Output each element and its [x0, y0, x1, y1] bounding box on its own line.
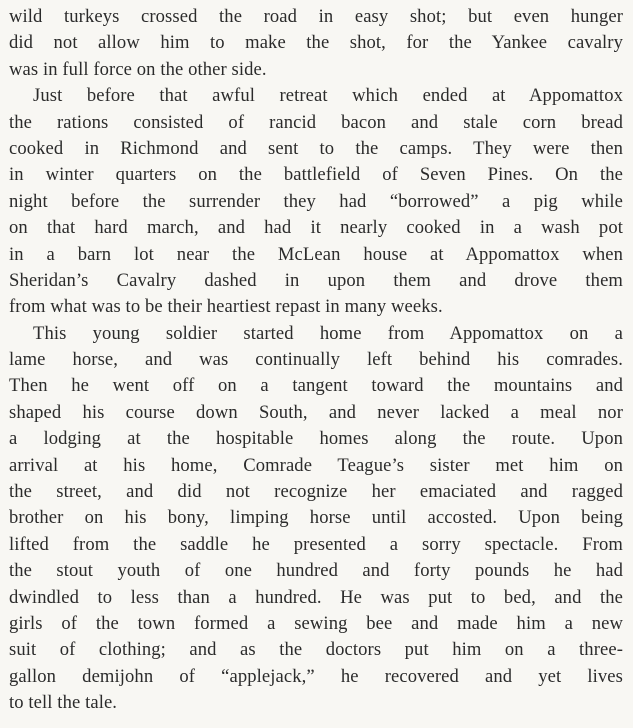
text-line: in winter quarters on the battlefield of Seven Pines. On the — [9, 164, 623, 186]
text-line: the rations consisted of rancid bacon and stale corn bread — [9, 111, 623, 133]
text-line: a lodging at the hospitable homes along the route. Upon — [9, 428, 623, 450]
text-line: gallon demijohn of “applejack,” he recovered and yet lives — [9, 665, 623, 687]
text-line: suit of clothing; and as the doctors put him on a three- — [9, 639, 623, 661]
text-line: lame horse, and was continually left behind his comrades. — [9, 349, 623, 371]
text-line: girls of the town formed a sewing bee and made him a new — [9, 612, 623, 634]
text-line: on that hard march, and had it nearly cooked in a wash pot — [9, 217, 623, 239]
text-line: to tell the tale. — [9, 692, 118, 714]
paragraph-3 — [9, 321, 623, 717]
text-line: dwindled to less than a hundred. He was put to bed, and the — [9, 586, 623, 608]
text-line: in a barn lot near the McLean house at Appomattox when — [9, 243, 623, 265]
text-line: Just before that awful retreat which ended at Appomattox — [33, 85, 623, 107]
text-line: night before the surrender they had “borrowed” a pig while — [9, 190, 623, 212]
text-line: wild turkeys crossed the road in easy shot; but even hunger — [9, 6, 623, 27]
text-line: brother on his bony, limping horse until accosted. Upon being — [9, 507, 623, 529]
text-line: did not allow him to make the shot, for the Yankee cavalry — [9, 32, 623, 54]
text-line: lifted from the saddle he presented a sorry spectacle. From — [9, 533, 623, 555]
text-line: This young soldier started home from Appomattox on a — [33, 322, 623, 344]
text-line: was in full force on the other side. — [9, 58, 267, 80]
text-line: arrival at his home, Comrade Teague’s sister met him on — [9, 454, 623, 476]
paragraph-2 — [9, 83, 623, 321]
text-line: Then he went off on a tangent toward the mountains and — [9, 375, 623, 397]
text-line: shaped his course down South, and never lacked a meal nor — [9, 401, 623, 423]
text-line: the street, and did not recognize her emaciated and ragged — [9, 481, 623, 503]
text-line: cooked in Richmond and sent to the camps. They were then — [9, 137, 623, 159]
text-line: the stout youth of one hundred and forty pounds he had — [9, 560, 623, 582]
text-line: from what was to be their heartiest repast in many weeks. — [9, 296, 443, 318]
paragraph-1 — [9, 4, 623, 83]
text-line: Sheridan’s Cavalry dashed in upon them and drove them — [9, 269, 623, 291]
